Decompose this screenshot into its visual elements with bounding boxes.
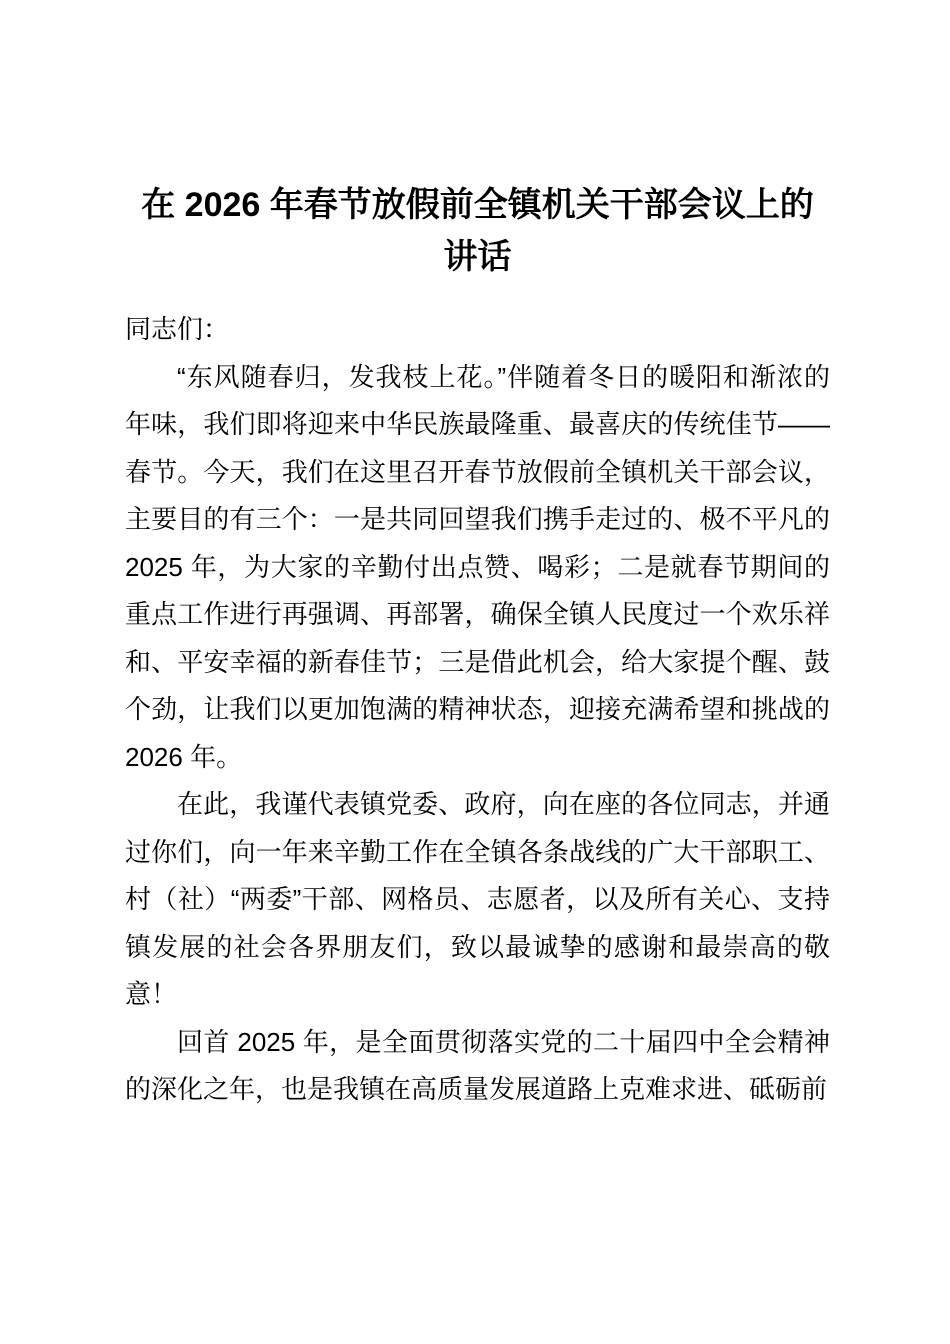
paragraph-opening: “东风随春归，发我枝上花。”伴随着冬日的暖阳和渐浓的年味，我们即将迎来中华民族最隆重、最喜庆的传统佳节——春节。今天，我们在这里召开春节放假前全镇机关干部会议，主要目的有三个：一是共同回望我们携手走过的、极不平凡的 2025 年，为大家的辛勤付出点赞、喝彩；二是就春节期间的重点工作进行再强调、再部署，确保全镇人民度过一个欢乐祥和、平安幸福的新春佳节；三是借此机会，给大家提个醒、鼓个劲，让我们以更加饱满的精神状态，迎接充满希望和挑战的 2026 年。 (125, 361, 830, 772)
document-title: 在 2026 年春节放假前全镇机关干部会议上的讲话 (141, 186, 814, 276)
document-body (125, 306, 830, 1114)
paragraph-thanks: 在此，我谨代表镇党委、政府，向在座的各位同志，并通过你们，向一年来辛勤工作在全镇各条战线的广大干部职工、村（社）“两委”干部、网格员、志愿者，以及所有关心、支持镇发展的社会各界朋友们，致以最诚挚的感谢和最崇高的敬意！ (125, 789, 830, 1009)
paragraph-review-2025: 回首 2025 年，是全面贯彻落实党的二十届四中全会精神的深化之年，也是我镇在高质量发展道路上克难求进、砥砺前 (125, 1026, 830, 1104)
salutation-line: 同志们： (125, 314, 230, 344)
